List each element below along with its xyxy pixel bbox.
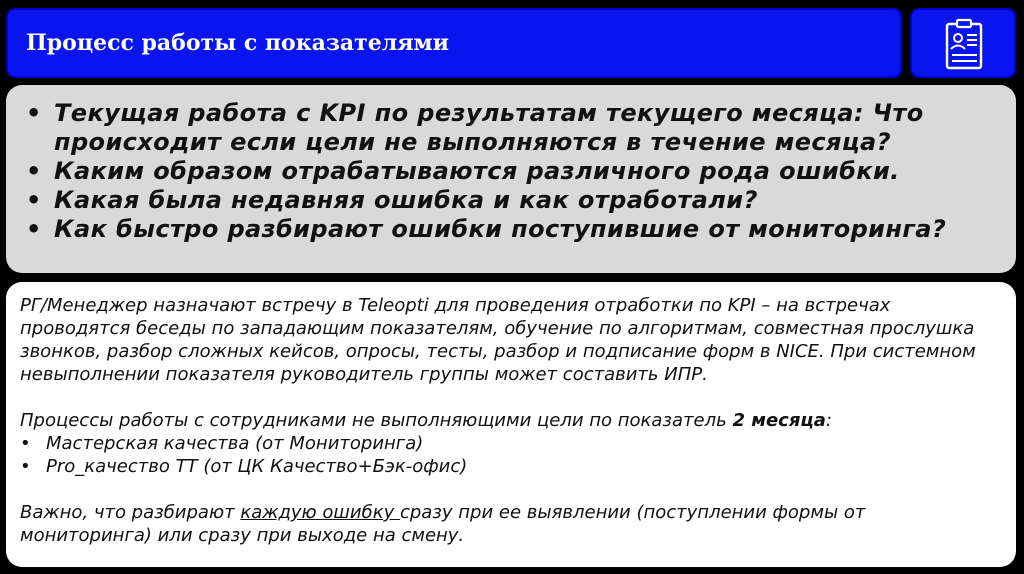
question-text: Какая была недавняя ошибка и как отработали?	[54, 186, 758, 214]
bullet: •	[26, 157, 42, 185]
process-paragraph	[20, 409, 1002, 432]
bullet: •	[26, 99, 42, 127]
header-icon-box	[910, 8, 1016, 78]
important-paragraph	[20, 501, 1002, 547]
important-text: Важно, что разбирают	[20, 502, 241, 523]
questions-panel	[6, 85, 1016, 273]
question-text: Текущая работа с KPI по результатам текущего месяца: Что происходит если цели не выполняются в течение месяца?	[54, 99, 924, 156]
details-panel	[6, 282, 1016, 567]
question-item	[24, 215, 996, 244]
question-text: Каким образом отрабатываются различного рода ошибки.	[54, 157, 900, 185]
bullet: •	[20, 456, 31, 477]
duration-text: 2 месяца	[732, 410, 826, 431]
page-title: Процесс работы с показателями	[26, 30, 449, 56]
bullet: •	[26, 215, 42, 243]
header-bar	[6, 8, 902, 78]
colon-text: :	[825, 410, 832, 431]
list-item-text: Мастерская качества (от Мониторинга)	[46, 433, 424, 454]
bullet: •	[20, 433, 31, 454]
question-item	[24, 99, 996, 157]
list-item-text: Pro_качество ТТ (от ЦК Качество+Бэк-офис)	[46, 456, 468, 477]
process-text: Процессы работы с сотрудниками не выполняющими цели по показатель	[20, 410, 733, 431]
spacer	[20, 386, 1002, 409]
question-text: Как быстро разбирают ошибки поступившие от мониторинга?	[54, 215, 947, 243]
question-item	[24, 186, 996, 215]
question-item	[24, 157, 996, 186]
important-text-end: сразу при ее выявлении (поступлении формы от мониторинга) или сразу при выходе на смену.	[20, 502, 866, 546]
clipboard-icon	[944, 18, 984, 70]
spacer	[20, 478, 1002, 501]
bullet: •	[26, 186, 42, 214]
underlined-text: каждую ошибку	[240, 502, 400, 523]
list-item	[20, 432, 1002, 455]
list-item	[20, 455, 1002, 478]
meeting-paragraph: РГ/Менеджер назначают встречу в Teleopti для проведения отработки по KPI – на встречах проводятся беседы по западающим показателям, обучение по алгоритмам, совместная прослушка звонков, разбор сложных кейсов, опросы, тесты, разбор и подписание форм в NICE. При системном невыполнении показателя руководитель группы может составить ИПР.	[20, 295, 976, 385]
